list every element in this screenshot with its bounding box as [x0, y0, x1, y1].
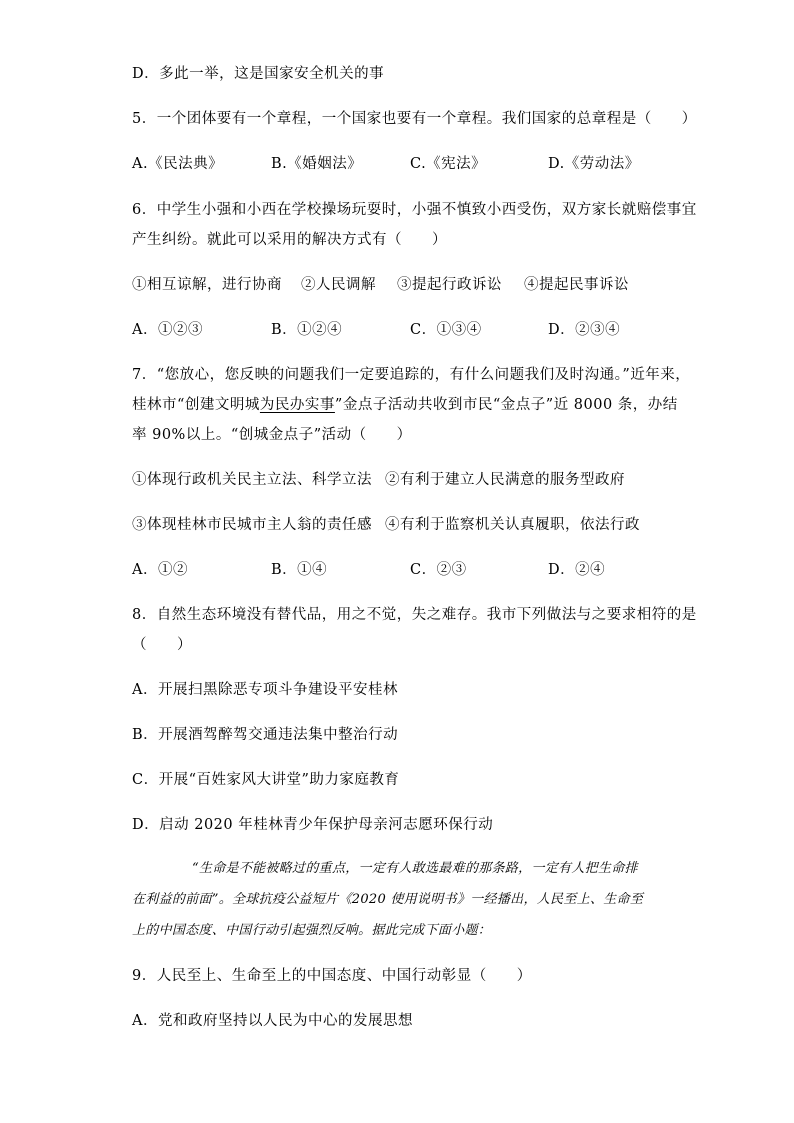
q6-statement-4: ④提起民事诉讼	[524, 277, 629, 293]
q7-stem-line2	[132, 395, 678, 415]
q7-stem-line2-part2: ”金点子活动共收到市民“金点子”近 8000 条，办结	[334, 397, 678, 413]
material-line1: “生命是不能被略过的重点，一定有人敢选最难的那条路，一定有人把生命排	[192, 861, 638, 876]
q6-stem-line2: 产生纠纷。就此可以采用的解决方式有（ ）	[132, 232, 447, 248]
q8-option-c: C．开展“百姓家风大讲堂”助力家庭教育	[132, 772, 400, 788]
q8-option-a: A．开展扫黑除恶专项斗争建设平安桂林	[132, 682, 398, 698]
q8-stem-line1: 8．自然生态环境没有替代品，用之不觉，失之难存。我市下列做法与之要求相符的是	[132, 607, 697, 623]
q9-stem: 9．人民至上、生命至上的中国态度、中国行动彰显（ ）	[132, 968, 532, 984]
q5-option-d: D.《劳动法》	[548, 156, 640, 172]
q6-statement-2: ②人民调解	[301, 277, 376, 293]
q5-stem: 5．一个团体要有一个章程，一个国家也要有一个章程。我们国家的总章程是（ ）	[132, 111, 697, 127]
q6-option-a: A．①②③	[132, 322, 203, 338]
q7-stem-line2-part1: 桂林市“创建文明城	[132, 397, 260, 413]
q7-stem-line3: 率 90%以上。“创城金点子”活动（ ）	[132, 427, 412, 443]
q7-statement-4: ④有利于监察机关认真履职，依法行政	[385, 517, 640, 533]
q6-option-c: C．①③④	[410, 322, 482, 338]
material-line2: 在利益的前面”。全球抗疫公益短片《2020 使用说明书》一经播出，人民至上、生命至	[132, 892, 644, 907]
q7-option-d: D．②④	[548, 562, 606, 578]
q5-option-c: C.《宪法》	[410, 156, 487, 172]
q6-option-d: D．②③④	[548, 322, 621, 338]
q8-option-d: D．启动 2020 年桂林青少年保护母亲河志愿环保行动	[132, 817, 494, 833]
q6-option-b: B．①②④	[271, 322, 343, 338]
q7-underlined-phrase: 为民办实事	[259, 397, 335, 413]
q6-stem-line1: 6．中学生小强和小西在学校操场玩耍时，小强不慎致小西受伤，双方家长就赔偿事宜	[132, 202, 697, 218]
q7-option-a: A．①②	[132, 562, 188, 578]
q7-option-b: B．①④	[271, 562, 328, 578]
material-line3: 上的中国态度、中国行动引起强烈反响。据此完成下面小题：	[132, 923, 492, 938]
q7-option-c: C．②③	[410, 562, 467, 578]
q8-stem-line2: （ ）	[132, 637, 192, 653]
q4-option-d: D．多此一举，这是国家安全机关的事	[132, 66, 385, 82]
q7-statement-1: ①体现行政机关民主立法、科学立法	[132, 472, 372, 488]
q8-option-b: B．开展酒驾醉驾交通违法集中整治行动	[132, 727, 399, 743]
q7-statement-3: ③体现桂林市民城市主人翁的责任感	[132, 517, 372, 533]
q5-option-a: A.《民法典》	[132, 156, 224, 172]
q7-stem-line1: 7．“您放心，您反映的问题我们一定要追踪的，有什么问题我们及时沟通。”近年来，	[132, 367, 691, 383]
q6-statement-1: ①相互谅解，进行协商	[132, 277, 282, 293]
q9-option-a: A．党和政府坚持以人民为中心的发展思想	[132, 1013, 413, 1029]
q6-statement-3: ③提起行政诉讼	[397, 277, 502, 293]
q7-statement-2: ②有利于建立人民满意的服务型政府	[385, 472, 625, 488]
q5-option-b: B.《婚姻法》	[271, 156, 363, 172]
